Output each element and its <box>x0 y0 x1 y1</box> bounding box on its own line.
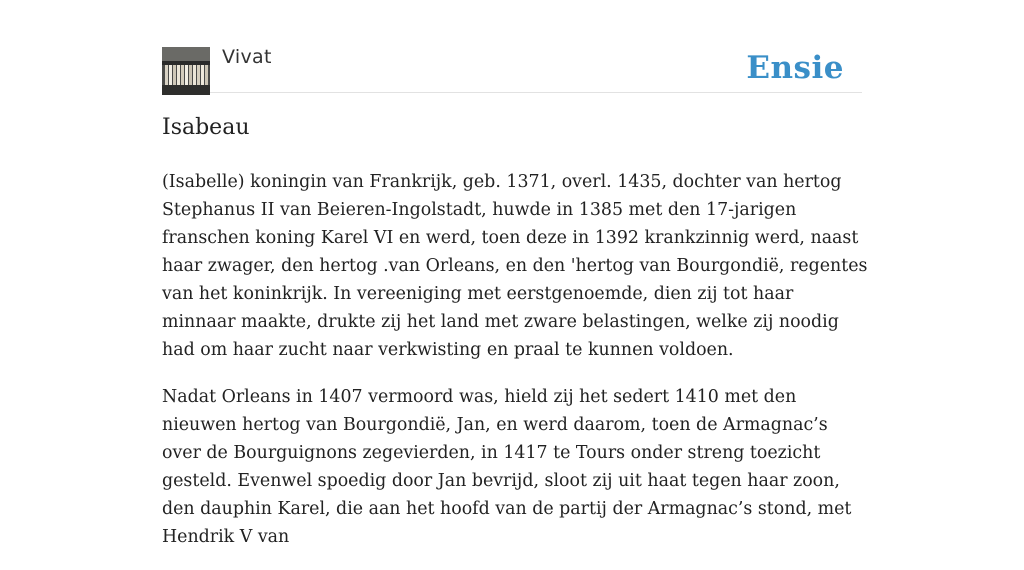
brand-logo[interactable]: Ensie <box>746 50 844 86</box>
page-title: Isabeau <box>162 115 250 140</box>
paragraph: Nadat Orleans in 1407 vermoord was, hield zij het sedert 1410 met den nieuwen hertog van Bourgondië, Jan, en werd daarom, toen de Armagnac’s over de Bourguignons zegevierden, in 1417 te Tours onder streng toezicht gesteld. Evenwel spoedig door Jan bevrijd, sloot zij uit haat tegen haar zoon, den dauphin Karel, die aan het hoofd van de partij der Armagnac’s stond, met Hendrik V van <box>162 387 852 547</box>
printing-press-avatar-icon <box>162 47 210 95</box>
paragraph: (Isabelle) koningin van Frankrijk, geb. 1371, overl. 1435, dochter van hertog Stephanus II van Beieren-Ingolstadt, huwde in 1385 met den 17-jarigen franschen koning Karel VI en werd, toen deze in 1392 krankzinnig werd, naast haar zwager, den hertog .van Orleans, en den 'hertog van Bourgondië, regentes van het koninkrijk. In vereeniging met eerstgenoemde, dien zij tot haar minnaar maakte, drukte zij het land met zware belastingen, welke zij noodig had om haar zucht naar verkwisting en praal te kunnen voldoen. <box>162 172 868 360</box>
header <box>162 46 862 93</box>
avatar[interactable] <box>162 47 210 95</box>
author-name[interactable]: Vivat <box>222 46 272 68</box>
article-body <box>162 168 872 570</box>
